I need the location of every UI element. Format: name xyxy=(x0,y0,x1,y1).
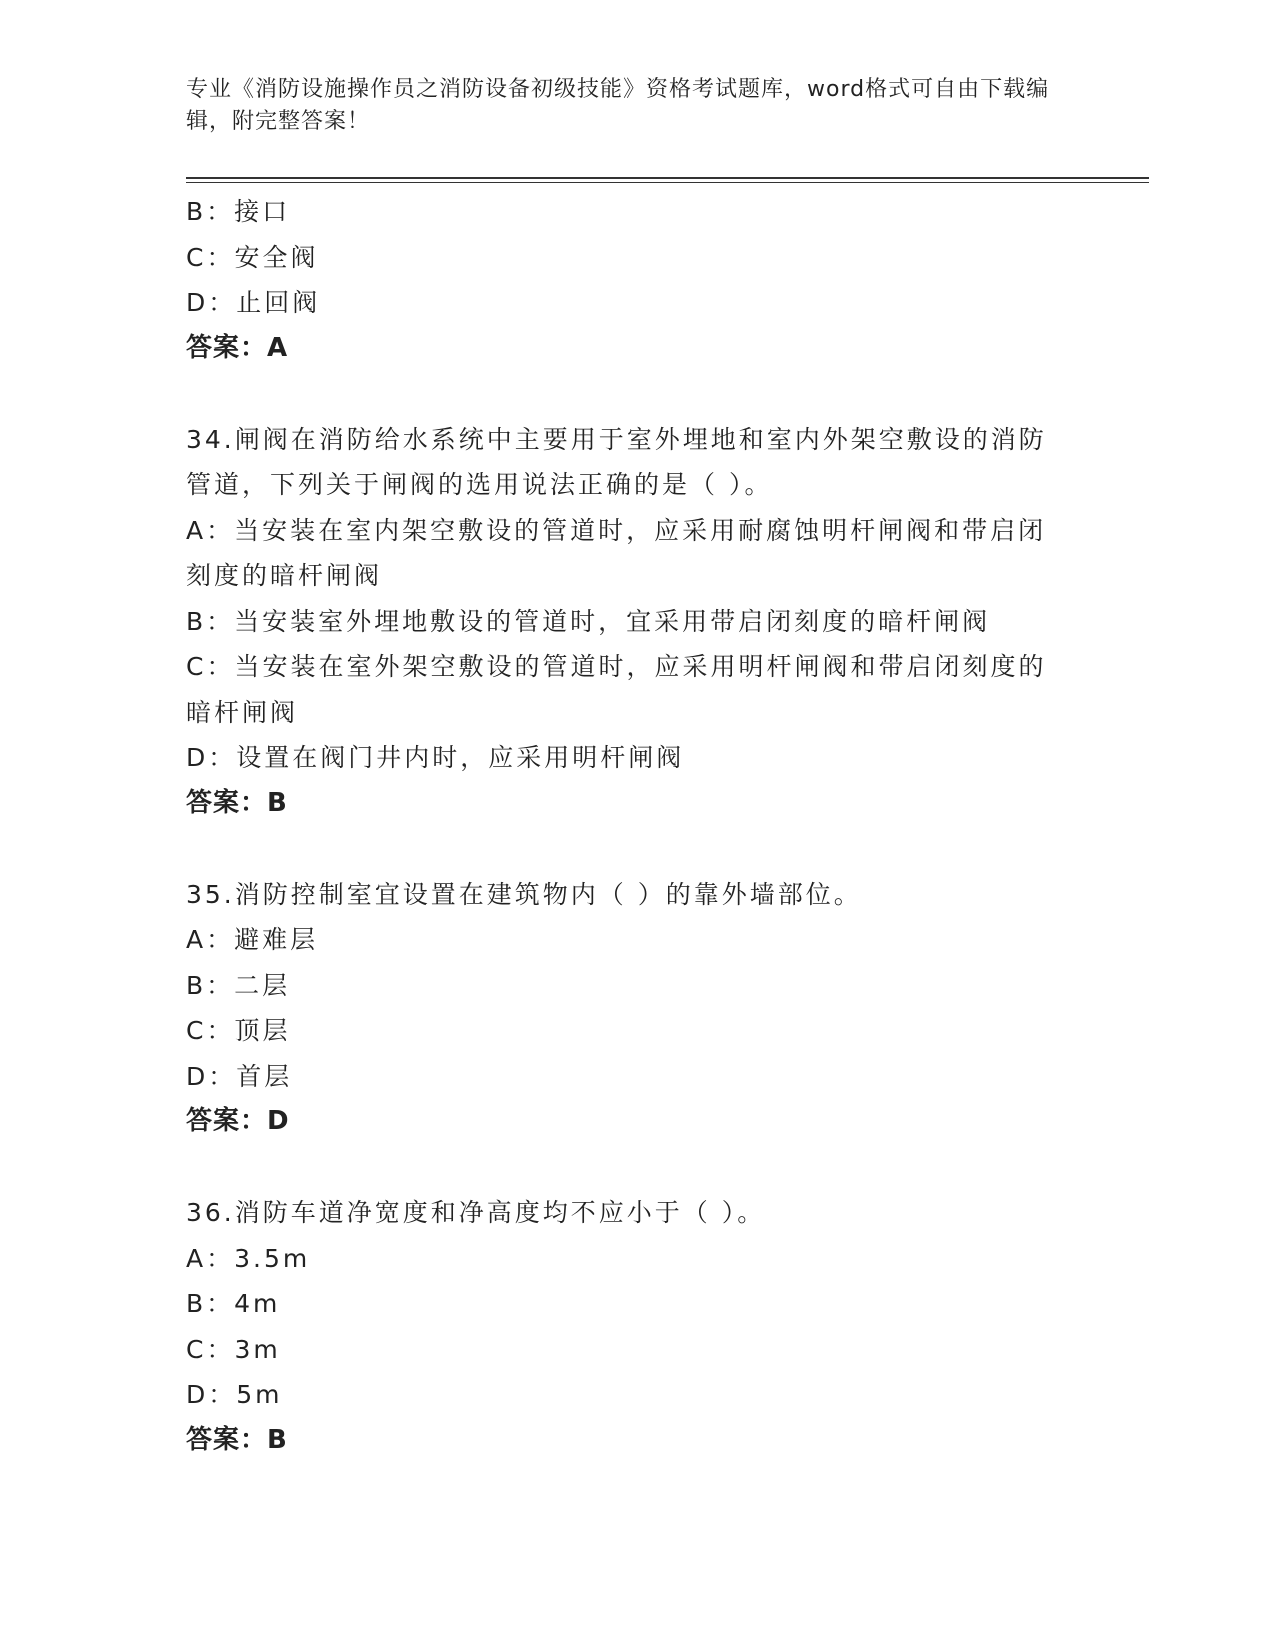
option-a: A：3.5m xyxy=(186,1243,311,1273)
option-b: B：当安装室外埋地敷设的管道时，宜采用带启闭刻度的暗杆闸阀 xyxy=(186,606,991,636)
answer-line: 答案：D xyxy=(186,1106,290,1136)
option-b: B：4m xyxy=(186,1289,281,1318)
option-b: B：接口 xyxy=(186,197,291,226)
option-d: D：首层 xyxy=(186,1061,293,1091)
option-c: C：当安装在室外架空敷设的管道时，应采用明杆闸阀和带启闭刻度的 xyxy=(186,652,1047,681)
option-a: A：当安装在室内架空敷设的管道时，应采用耐腐蚀明杆闸阀和带启闭 xyxy=(186,515,1047,545)
option-d: D：止回阀 xyxy=(186,288,321,317)
answer-line: 答案：A xyxy=(186,332,289,363)
question-36 xyxy=(186,1190,1086,1463)
question-35 xyxy=(186,872,1086,1145)
question-list xyxy=(186,189,1086,1463)
previous-question-tail xyxy=(186,189,1086,371)
question-34 xyxy=(186,417,1086,827)
document-header: 专业《消防设施操作员之消防设备初级技能》资格考试题库，word格式可自由下载编辑，附完整答案！ xyxy=(186,77,1050,134)
option-b: B：二层 xyxy=(186,970,291,1000)
option-c: C：安全阀 xyxy=(186,242,319,272)
answer-line: 答案：B xyxy=(186,787,288,818)
option-d: D：设置在阀门井内时，应采用明杆闸阀 xyxy=(186,743,685,772)
answer-line: 答案：B xyxy=(186,1424,288,1455)
option-d: D：5m xyxy=(186,1380,283,1409)
spacer xyxy=(186,1145,1086,1191)
header-divider-thin xyxy=(186,182,1149,183)
option-c: C：顶层 xyxy=(186,1016,291,1045)
question-stem: 35.消防控制室宜设置在建筑物内（ ）的靠外墙部位。 xyxy=(186,879,862,909)
spacer xyxy=(186,826,1086,872)
option-c-continued: 暗杆闸阀 xyxy=(186,697,299,727)
option-a-continued: 刻度的暗杆闸阀 xyxy=(186,561,383,590)
option-c: C：3m xyxy=(186,1334,281,1364)
header-divider-thick xyxy=(186,177,1149,179)
question-stem: 36.消防车道净宽度和净高度均不应小于（ ）。 xyxy=(186,1198,766,1227)
question-stem: 34.闸阀在消防给水系统中主要用于室外埋地和室内外架空敷设的消防 xyxy=(186,424,1047,454)
spacer xyxy=(186,371,1086,417)
question-stem: 管道，下列关于闸阀的选用说法正确的是（ ）。 xyxy=(186,470,773,499)
option-a: A：避难层 xyxy=(186,925,319,954)
